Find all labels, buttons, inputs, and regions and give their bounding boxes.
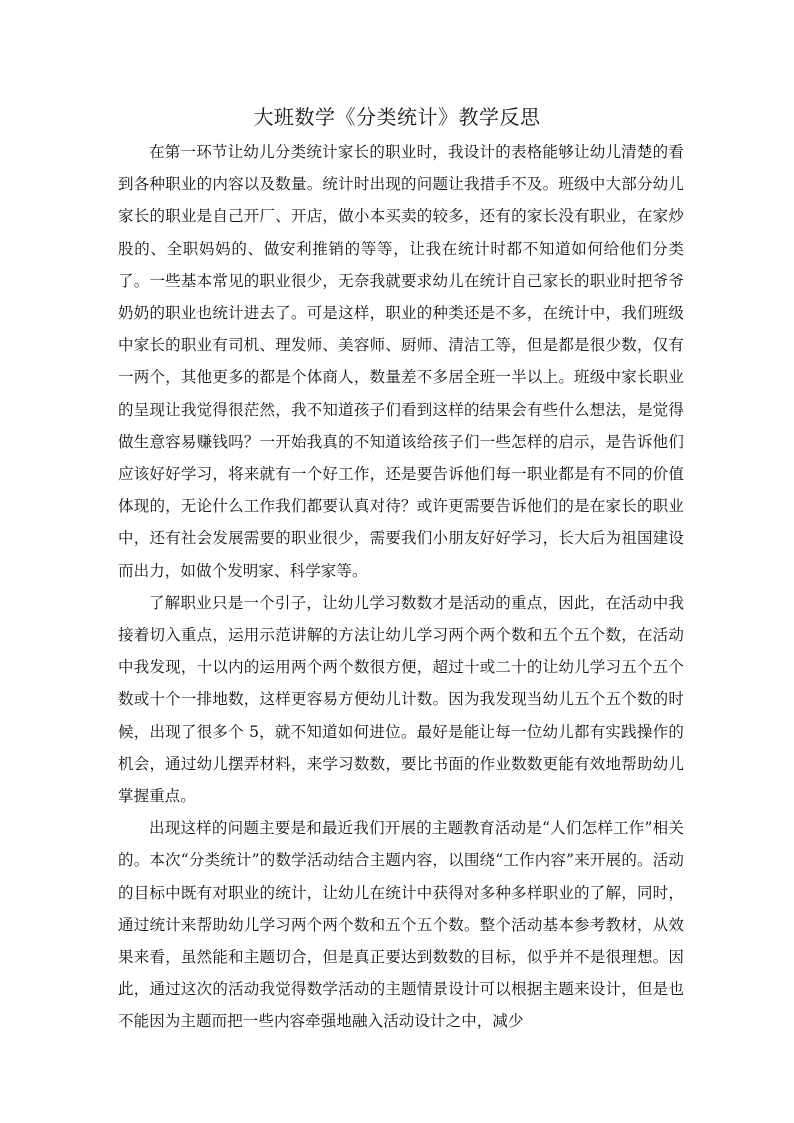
paragraph-3: 出现这样的问题主要是和最近我们开展的主题教育活动是“人们怎样工作”相关的。本次“分类统计”的数学活动结合主题内容，以围绕“工作内容”来开展的。活动的目标中既有对职业的统计，让幼儿在统计中获得对多种多样职业的了解，同时，通过统计来帮助幼儿学习两个两个数和五个五个数。整个活动基本参考教材，从效果来看，虽然能和主题切合，但是真正要达到数数的目标，似乎并不是很理想。因此，通过这次的活动我觉得数学活动的主题情景设计可以根据主题来设计，但是也不能因为主题而把一些内容牵强地融入活动设计之中，减少	[118, 819, 684, 1031]
document-title: 大班数学《分类统计》教学反思	[253, 105, 541, 129]
document-body	[118, 136, 684, 1038]
paragraph-1: 在第一环节让幼儿分类统计家长的职业时，我设计的表格能够让幼儿清楚的看到各种职业的内容以及数量。统计时出现的问题让我措手不及。班级中大部分幼儿家长的职业是自己开厂、开店，做小本买卖的较多，还有的家长没有职业，在家炒股的、全职妈妈的、做安利推销的等等，让我在统计时都不知道如何给他们分类了。一些基本常见的职业很少，无奈我就要求幼儿在统计自己家长的职业时把爷爷奶奶的职业也统计进去了。可是这样，职业的种类还是不多，在统计中，我们班级中家长的职业有司机、理发师、美容师、厨师、清洁工等，但是都是很少数，仅有一两个，其他更多的都是个体商人，数量差不多居全班一半以上。班级中家长职业的呈现让我觉得很茫然，我不知道孩子们看到这样的结果会有些什么想法，是觉得做生意容易赚钱吗？一开始我真的不知道该给孩子们一些怎样的启示，是告诉他们应该好好学习，将来就有一个好工作，还是要告诉他们每一职业都是有不同的价值体现的，无论什么工作我们都要认真对待？或许更需要告诉他们的是在家长的职业中，还有社会发展需要的职业很少，需要我们小朋友好好学习，长大后为祖国建设而出力，如做个发明家、科学家等。	[118, 143, 684, 580]
paragraph-2: 了解职业只是一个引子，让幼儿学习数数才是活动的重点，因此，在活动中我接着切入重点，运用示范讲解的方法让幼儿学习两个两个数和五个五个数，在活动中我发现，十以内的运用两个两个数很方便，超过十或二十的让幼儿学习五个五个数或十个一排地数，这样更容易方便幼儿计数。因为我发现当幼儿五个五个数的时候，出现了很多个 5，就不知道如何进位。最好是能让每一位幼儿都有实践操作的机会，通过幼儿摆弄材料，来学习数数，要比书面的作业数数更能有效地帮助幼儿掌握重点。	[118, 593, 684, 806]
